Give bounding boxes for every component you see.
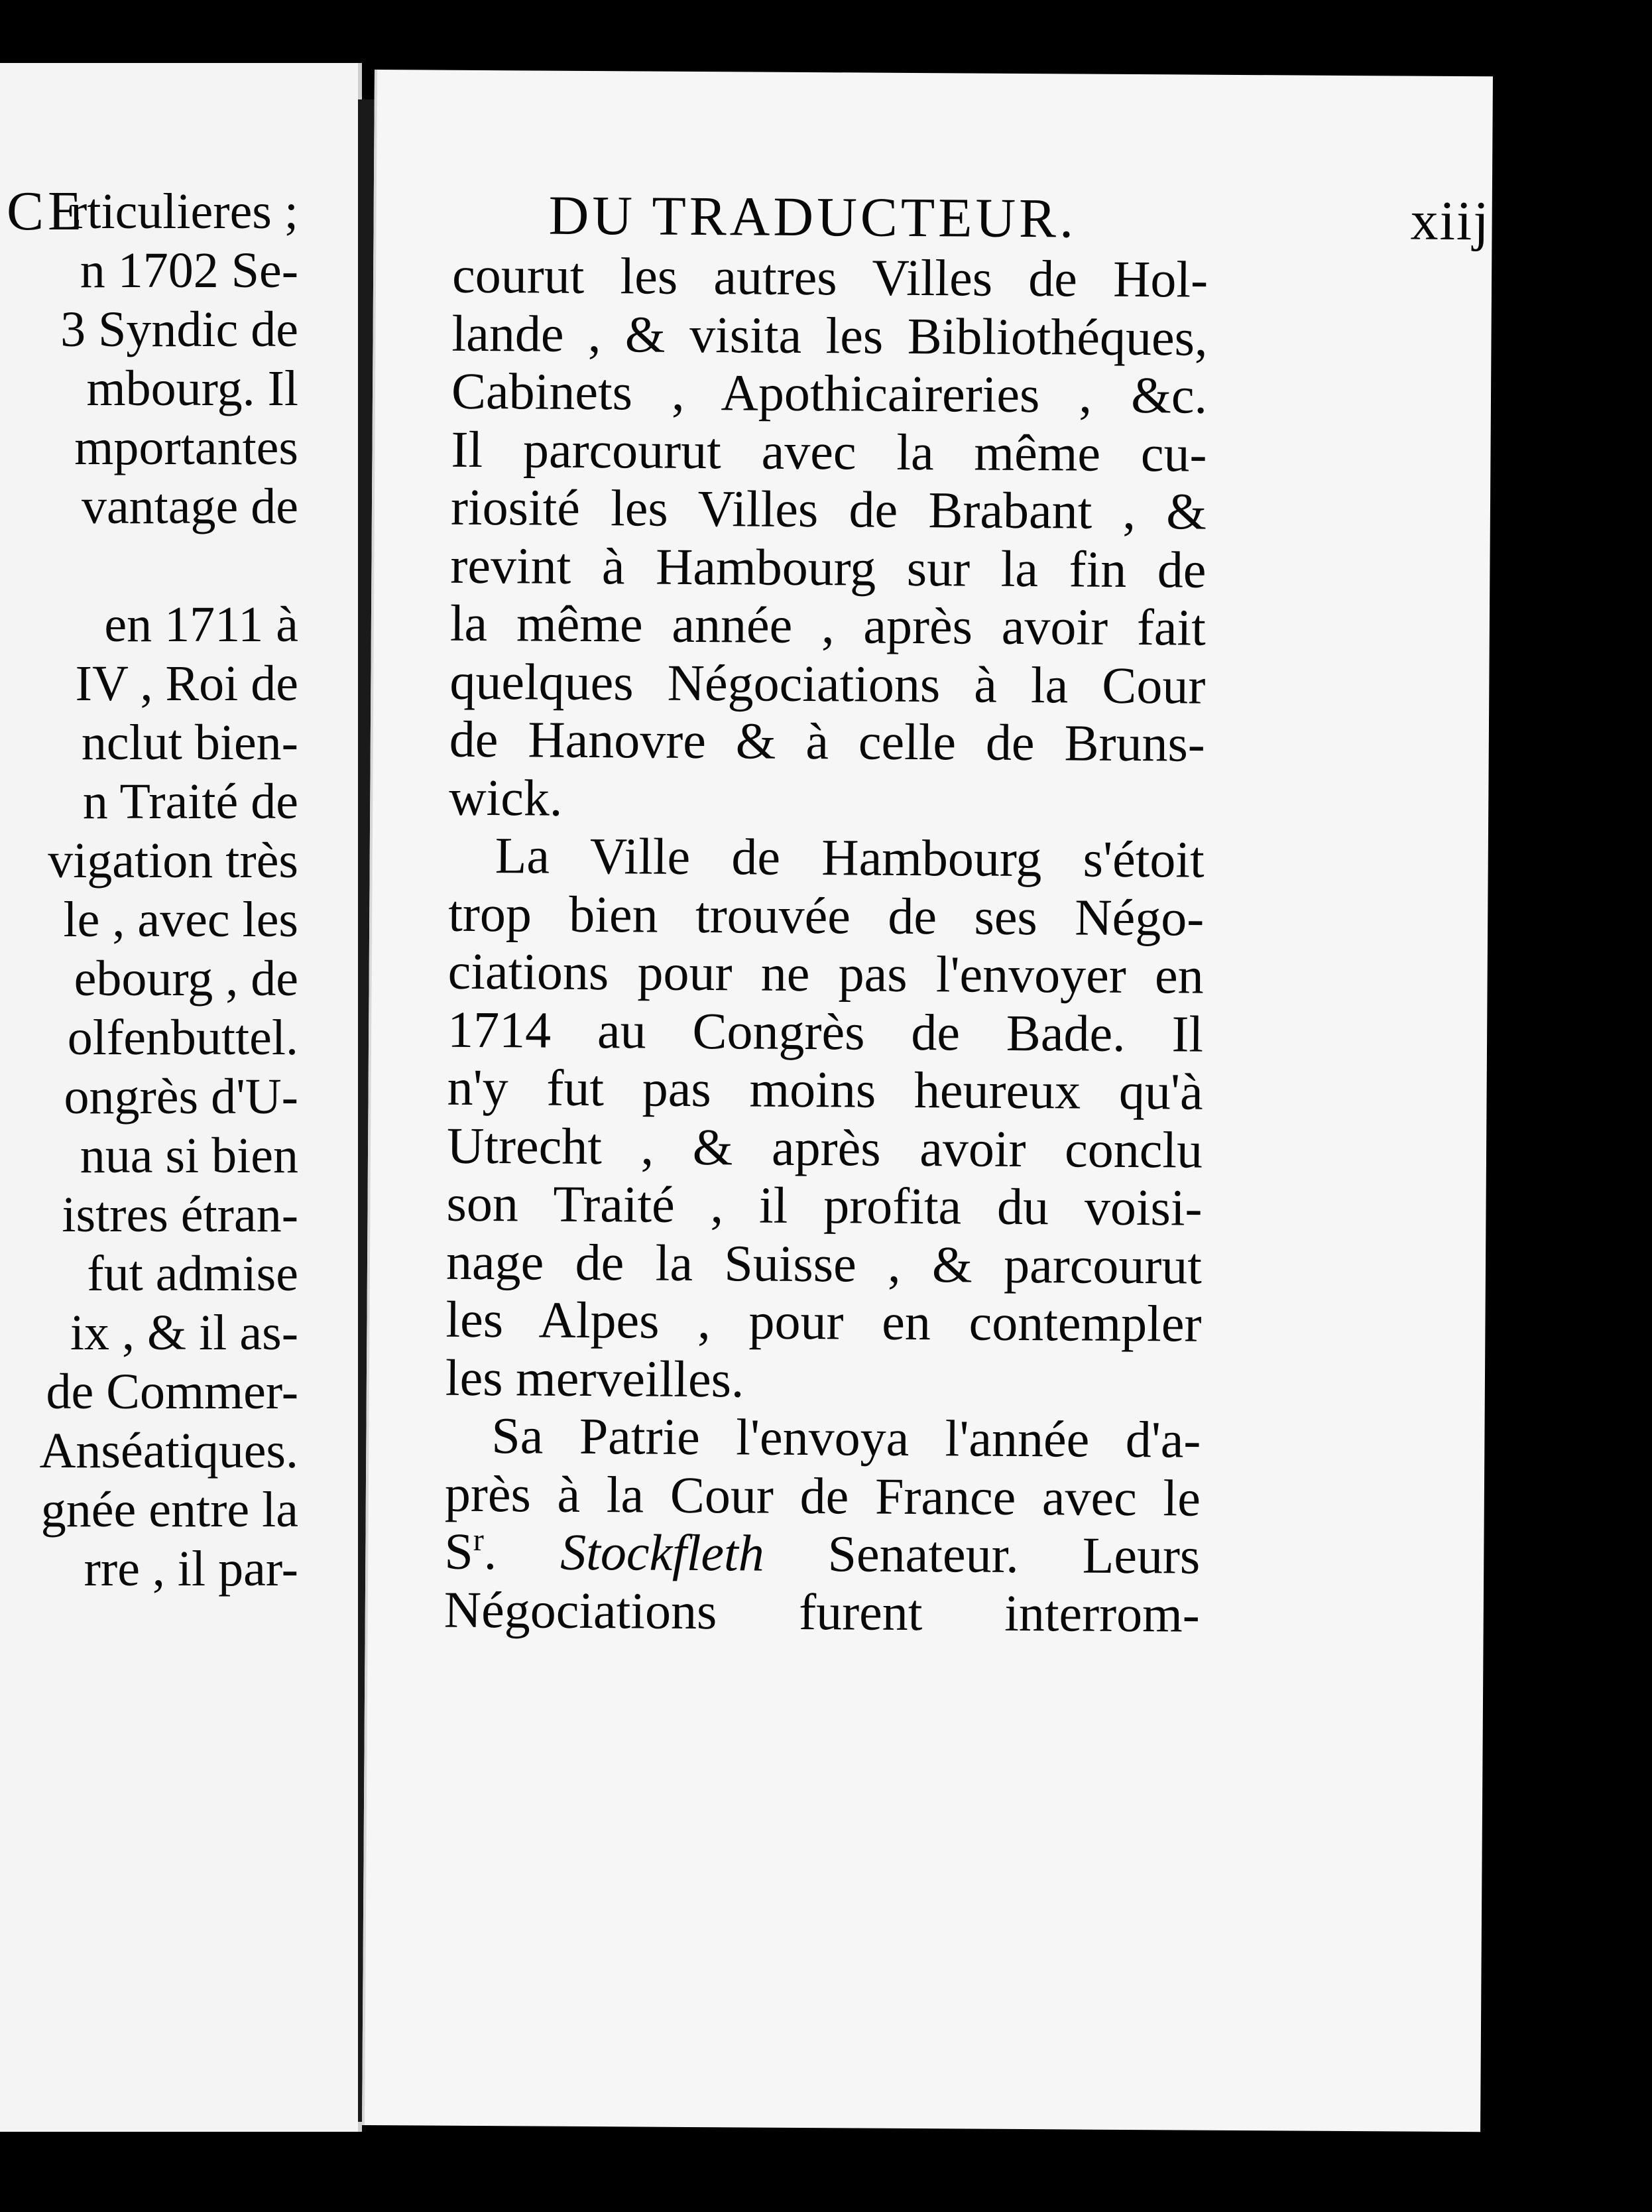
left-line: vigation très	[48, 833, 298, 889]
text-line: son Traité , il profita du voisi-	[446, 1174, 1203, 1237]
left-line: istres étran-	[62, 1187, 298, 1243]
text-line: riosité les Villes de Brabant , &	[450, 477, 1207, 540]
left-line: ix , & il as-	[70, 1305, 298, 1361]
text-line: wick.	[449, 768, 563, 827]
page-number: xiij	[1410, 190, 1490, 253]
body-text	[80, 243, 1222, 1642]
left-line: mbourg. Il	[86, 361, 298, 416]
left-line: nua si bien	[80, 1128, 298, 1184]
text-line: ciations pour ne pas l'envoyer en	[447, 942, 1204, 1005]
left-line: ongrès d'U-	[64, 1069, 298, 1125]
text-fragment: Senateur. Leurs	[764, 1524, 1201, 1585]
title-abbrev: S	[444, 1522, 474, 1580]
text-line: les Alpes , pour en contempler	[445, 1290, 1202, 1353]
text-line: revint à Hambourg sur la fin de	[450, 536, 1207, 599]
left-line: fut admise	[87, 1246, 298, 1302]
text-line: quelques Négociations à la Cour	[449, 652, 1206, 715]
left-line: gnée entre la	[40, 1482, 298, 1538]
left-line: rticulieres ;	[70, 184, 298, 239]
left-line: vantage de	[81, 479, 298, 534]
text-line: courut les autres Villes de Hol-	[451, 245, 1209, 308]
left-line: rre , il par-	[84, 1541, 298, 1597]
text-line: la même année , après avoir fait	[449, 593, 1207, 656]
left-line: mportantes	[74, 420, 298, 475]
running-head-title: DU TRADUCTEUR.	[548, 184, 1077, 250]
left-line: n Traité de	[82, 774, 298, 830]
running-head	[548, 184, 1490, 254]
text-line: de Hanovre & à celle de Bruns-	[449, 709, 1206, 772]
left-line: IV , Roi de	[75, 656, 298, 711]
text-line: Cabinets , Apothicaireries , &c.	[451, 361, 1208, 424]
left-line: olfenbuttel.	[67, 1010, 298, 1066]
left-line: Anséatiques.	[39, 1423, 298, 1479]
text-line: Il parcourut avec la même cu-	[451, 420, 1207, 483]
left-line: nclut bien-	[81, 715, 298, 770]
text-line: les merveilles.	[445, 1348, 744, 1408]
text-line: nage de la Suisse , & parcourut	[445, 1232, 1203, 1295]
right-page	[362, 70, 1493, 2132]
left-running-head: CE	[7, 180, 86, 242]
left-line: de Commer-	[46, 1364, 298, 1420]
left-line: en 1711 à	[104, 597, 298, 652]
text-line: Utrecht , & après avoir conclu	[446, 1116, 1203, 1179]
text-line: trop bien trouvée de ses Négo-	[447, 884, 1205, 947]
left-line: ebourg , de	[74, 951, 298, 1007]
text-line: Sa Patrie l'envoya l'année d'a-	[491, 1406, 1201, 1469]
left-line: n 1702 Se-	[80, 243, 298, 298]
text-line: lande , & visita les Bibliothéques,	[451, 304, 1208, 367]
text-line: Négociations furent interrom-	[443, 1580, 1201, 1643]
person-name: Stockfleth	[560, 1522, 765, 1582]
title-abbrev-superscript: r	[473, 1522, 484, 1558]
text-line: près à la Cour de France avec le	[444, 1464, 1201, 1527]
text-line: La Ville de Hambourg s'étoit	[495, 826, 1205, 889]
text-line: n'y fut pas moins heureux qu'à	[447, 1058, 1203, 1121]
left-line: le , avec les	[63, 892, 298, 948]
text-line: 1714 au Congrès de Bade. Il	[447, 1000, 1204, 1063]
text-line: $S^r$. Stockfleth Senateur. Leurs	[444, 1522, 1201, 1585]
left-line: 3 Syndic de	[60, 302, 298, 357]
